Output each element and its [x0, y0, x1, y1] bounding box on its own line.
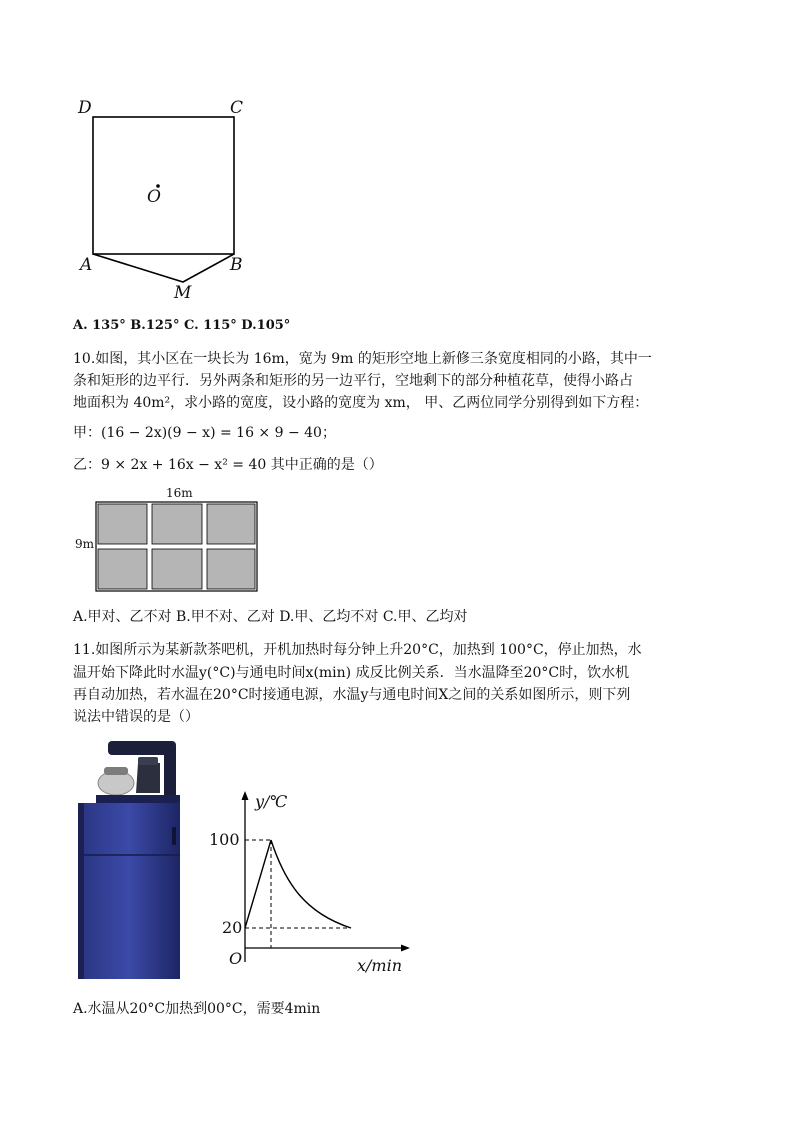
q10-equation-jia: 甲：(16 − 2x)(9 − x) = 16 × 9 − 40；: [73, 425, 336, 441]
q10-text-line3: 地面积为 40m²，求小路的宽度，设小路的宽度为 xm， 甲、乙两位同学分别得到如下方程：: [73, 395, 649, 411]
vertex-label-a: A: [80, 255, 93, 275]
q10-equation-yi: 乙：9 × 2x + 16x − x² = 40 其中正确的是（）: [73, 457, 383, 473]
q11-option-a: A.水温从20°C加热到00°C，需要4min: [73, 1001, 321, 1017]
vertex-label-b: B: [230, 255, 243, 275]
graph-y-tick-20: 20: [222, 918, 243, 937]
q11-text-line1: 11.如图所示为某新款茶吧机，开机加热时每分钟上升20°C，加热到 100°C，停止加热，水: [73, 642, 642, 658]
q9-options: A. 135° B.125° C. 115° D.105°: [73, 318, 291, 333]
q10-text-line2: 条和矩形的边平行．另外两条和矩形的另一边平行，空地剩下的部分种植花草，使得小路占: [73, 373, 633, 389]
graph-x-axis-label: x/min: [357, 956, 403, 975]
vertex-label-c: C: [230, 98, 244, 118]
graph-y-axis-label: y/℃: [255, 792, 288, 811]
graph-y-tick-100: 100: [209, 830, 240, 849]
q10-options: A.甲对、乙不对 B.甲不对、乙对 D.甲、乙均不对 C.甲、乙均对: [73, 609, 468, 625]
field-width-label: 16m: [166, 486, 193, 500]
vertex-label-d: D: [78, 98, 92, 118]
point-label-m: M: [174, 283, 192, 303]
q11-text-line2: 温开始下降此时水温y(°C)与通电时间x(min) 成反比例关系．当水温降至20°C时，饮水机: [73, 665, 630, 681]
q11-text-line4: 说法中错误的是（）: [73, 709, 199, 725]
tea-machine-illustration: [76, 737, 184, 980]
square-figure: [70, 95, 270, 310]
temperature-graph: [205, 788, 415, 983]
field-grid-figure: [73, 486, 263, 596]
point-label-o: O: [147, 187, 161, 207]
q11-text-line3: 再自动加热，若水温在20°C时接通电源，水温y与通电时间X之间的关系如图所示，则下列: [73, 687, 631, 703]
q10-text-line1: 10.如图，其小区在一块长为 16m，宽为 9m 的矩形空地上新修三条宽度相同的小路，其中一: [73, 351, 652, 367]
field-height-label: 9m: [75, 537, 95, 551]
graph-origin-label: O: [229, 949, 243, 968]
